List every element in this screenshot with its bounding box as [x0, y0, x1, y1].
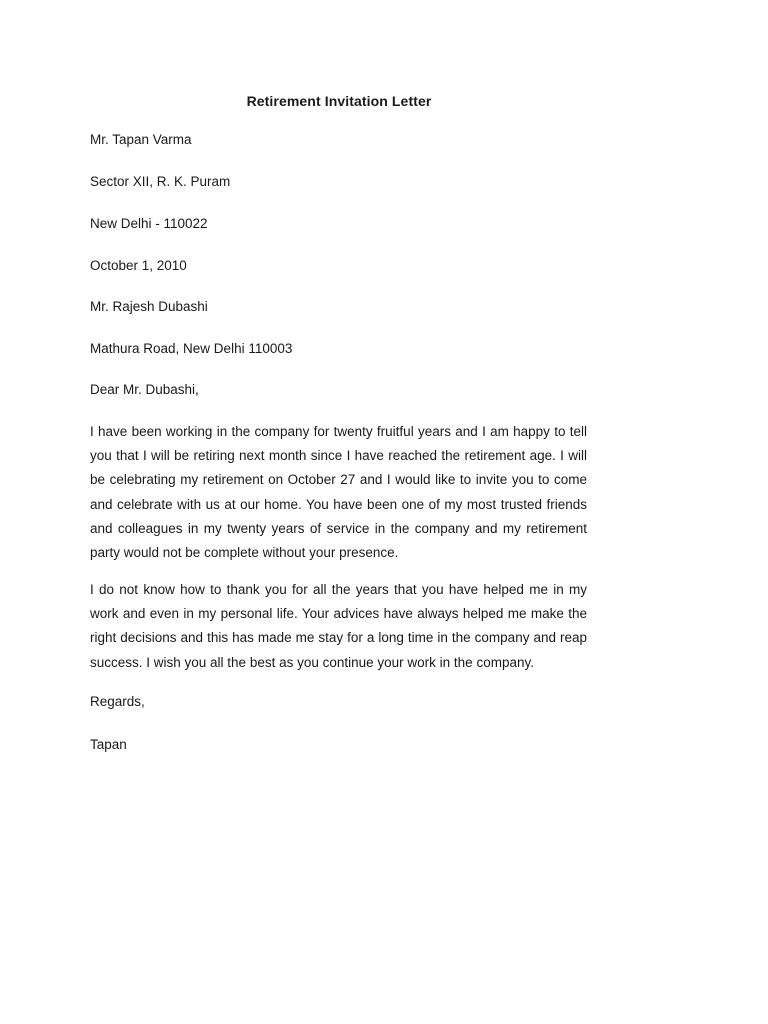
body-paragraph-1: I have been working in the company for twenty fruitful years and I am happy to tell you that I will be retiring next month since I have reached the retirement age. I will be celebrating my retirement on October 27 and I would like to invite you to come and celebrate with us at our home. You have been one of my most trusted friends and colleagues in my twenty years of service in the company and my retirement party would not be complete without your presence.	[90, 424, 587, 561]
signature: Tapan	[90, 737, 127, 752]
salutation: Dear Mr. Dubashi,	[90, 382, 199, 397]
closing: Regards,	[90, 694, 145, 709]
letter-date: October 1, 2010	[90, 258, 187, 273]
body-paragraph-2: I do not know how to thank you for all the years that you have helped me in my work and even in my personal life. Your advices have always helped me make the right decisions and this has made me stay for a long time in the company and reap success. I wish you all the best as you continue your work in the company.	[90, 582, 587, 670]
sender-name: Mr. Tapan Varma	[90, 132, 192, 147]
recipient-name: Mr. Rajesh Dubashi	[90, 299, 208, 314]
letter-title: Retirement Invitation Letter	[246, 93, 432, 109]
sender-address-line2: New Delhi - 110022	[90, 216, 208, 231]
recipient-address: Mathura Road, New Delhi 110003	[90, 341, 293, 356]
sender-address-line1: Sector XII, R. K. Puram	[90, 174, 231, 189]
